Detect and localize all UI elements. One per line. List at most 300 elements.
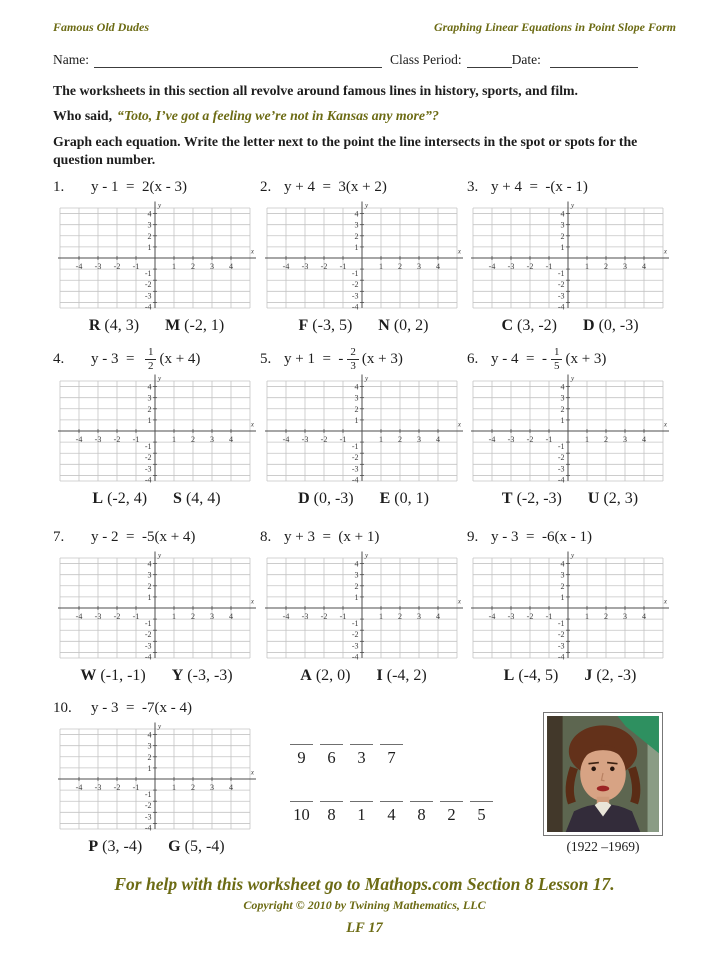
- equation-text: [91, 529, 195, 546]
- equation-text: [284, 346, 403, 371]
- svg-text:3: 3: [147, 742, 151, 752]
- question-number: 2: [447, 805, 456, 825]
- equation-lhs: y + 1 =: [284, 350, 339, 367]
- coordinate-grid-7[interactable]: [57, 551, 257, 665]
- fraction-denominator: 2: [147, 359, 154, 372]
- svg-text:4: 4: [642, 434, 646, 444]
- answer-point: (2, 3): [599, 489, 639, 507]
- fraction-sign: -: [338, 350, 344, 367]
- problem-equation-line: [260, 175, 467, 199]
- answer-option: [299, 317, 353, 335]
- svg-text:y: y: [571, 374, 575, 383]
- svg-text:-3: -3: [301, 262, 308, 272]
- problem-number: 3.: [467, 178, 479, 195]
- svg-text:x: x: [663, 247, 667, 256]
- svg-text:2: 2: [147, 753, 151, 763]
- svg-text:-1: -1: [339, 262, 346, 272]
- svg-text:-3: -3: [144, 812, 151, 822]
- name-label: Name:: [53, 52, 89, 67]
- svg-text:2: 2: [560, 404, 565, 414]
- footer-help-text: For help with this worksheet go to Mathops.com Section 8 Lesson 17.: [114, 874, 615, 895]
- problem-3: [467, 175, 673, 346]
- worksheet-topic-title: Graphing Linear Equations in Point Slope Form: [433, 20, 676, 34]
- svg-text:-4: -4: [75, 262, 82, 272]
- svg-text:1: 1: [147, 243, 151, 253]
- svg-text:3: 3: [623, 262, 627, 272]
- svg-text:1: 1: [147, 764, 151, 774]
- equation-text: [284, 179, 387, 196]
- svg-text:-3: -3: [351, 641, 358, 651]
- svg-text:x: x: [250, 597, 254, 606]
- svg-text:-2: -2: [320, 612, 327, 622]
- svg-text:-2: -2: [526, 612, 534, 622]
- who-said-line: [53, 108, 676, 124]
- problem-6: [467, 346, 673, 525]
- svg-text:-2: -2: [351, 452, 358, 462]
- answer-letter: R: [88, 317, 101, 335]
- svg-text:3: 3: [209, 262, 214, 272]
- answer-slot[interactable]: [410, 801, 433, 825]
- portrait-hair: [570, 768, 574, 803]
- who-said-prefix: Who said,: [53, 108, 113, 123]
- svg-text:-4: -4: [144, 475, 151, 485]
- problem-8: [260, 525, 467, 696]
- svg-text:1: 1: [585, 434, 589, 444]
- svg-text:2: 2: [354, 404, 358, 414]
- svg-text:-4: -4: [75, 612, 82, 622]
- question-number: 8: [417, 805, 426, 825]
- problem-number: 6.: [467, 350, 479, 367]
- svg-text:-2: -2: [113, 783, 120, 793]
- svg-text:4: 4: [354, 382, 358, 392]
- answer-slot[interactable]: [290, 801, 313, 825]
- svg-text:-2: -2: [113, 434, 120, 444]
- svg-text:y: y: [157, 374, 161, 383]
- question-number: 5: [477, 805, 486, 825]
- problem-number: 1.: [53, 178, 65, 195]
- equation-text: [491, 529, 592, 546]
- coordinate-grid-5[interactable]: [264, 374, 464, 488]
- famous-quote: “Toto, I’ve got a feeling we’re not in Kansas any more”?: [117, 108, 439, 123]
- svg-text:3: 3: [147, 393, 151, 403]
- problems-grid: [53, 175, 676, 858]
- svg-text:-1: -1: [545, 262, 553, 272]
- answer-options: [260, 667, 467, 685]
- equation-lhs: y + 3 =: [284, 528, 339, 545]
- svg-text:4: 4: [642, 262, 646, 272]
- answer-letter: E: [379, 489, 391, 507]
- svg-text:x: x: [250, 768, 254, 777]
- answer-point: (-2, 1): [180, 317, 225, 335]
- answer-point: (2, -3): [592, 667, 637, 685]
- svg-text:-3: -3: [507, 434, 515, 444]
- svg-text:-1: -1: [144, 269, 151, 279]
- svg-text:3: 3: [209, 434, 214, 444]
- svg-text:4: 4: [642, 612, 646, 622]
- svg-text:-3: -3: [301, 612, 308, 622]
- answer-letter: U: [587, 489, 600, 507]
- answer-slot[interactable]: [380, 801, 403, 825]
- svg-text:-3: -3: [507, 262, 515, 272]
- problem-number: 4.: [53, 350, 65, 367]
- svg-text:-2: -2: [557, 452, 565, 462]
- answer-option: [300, 667, 350, 685]
- answer-option: [584, 667, 636, 685]
- svg-text:y: y: [364, 551, 368, 560]
- question-number: 4: [387, 805, 396, 825]
- equation-text: [91, 346, 200, 371]
- svg-text:1: 1: [585, 612, 589, 622]
- answer-letter: J: [584, 667, 593, 685]
- name-row: [53, 52, 676, 68]
- answer-point: (-4, 5): [514, 667, 559, 685]
- answer-option: [377, 667, 427, 685]
- equation-text: [91, 700, 192, 717]
- answer-letter: I: [376, 667, 383, 685]
- answer-options: [467, 490, 673, 508]
- worksheet-series-title: Famous Old Dudes: [53, 20, 150, 34]
- question-number: 8: [327, 805, 336, 825]
- svg-text:y: y: [157, 722, 161, 731]
- svg-text:2: 2: [397, 612, 402, 622]
- svg-text:-2: -2: [557, 280, 565, 290]
- problem-number: 9.: [467, 528, 479, 545]
- portrait-photo: [543, 712, 663, 836]
- svg-text:-2: -2: [144, 280, 151, 290]
- svg-text:-1: -1: [339, 434, 346, 444]
- svg-text:2: 2: [604, 434, 608, 444]
- svg-text:3: 3: [416, 434, 421, 444]
- svg-text:-2: -2: [144, 801, 151, 811]
- answer-option: [583, 317, 639, 335]
- problem-number: 2.: [260, 178, 272, 195]
- answer-option: [173, 490, 221, 508]
- equation-rhs: 3(x + 2): [338, 178, 387, 195]
- equation-rhs: (x + 1): [338, 528, 380, 545]
- answer-letter: L: [92, 489, 104, 507]
- svg-text:-3: -3: [557, 463, 565, 473]
- equation-lhs: y - 3 =: [491, 528, 542, 545]
- svg-text:1: 1: [171, 262, 176, 272]
- svg-text:x: x: [457, 247, 461, 256]
- svg-text:-1: -1: [132, 783, 139, 793]
- fraction-numerator: 2: [347, 346, 359, 359]
- answer-option: [80, 667, 145, 685]
- coordinate-grid-10[interactable]: [57, 722, 257, 836]
- svg-text:-1: -1: [557, 269, 565, 279]
- answer-option: [380, 490, 429, 508]
- answer-point: (-3, -3): [183, 667, 233, 685]
- answer-letter: L: [503, 667, 515, 685]
- svg-text:x: x: [457, 597, 461, 606]
- svg-text:3: 3: [623, 612, 627, 622]
- name-input-line[interactable]: [94, 53, 382, 68]
- class-period-label: Class Period:: [390, 52, 462, 67]
- problem-9: [467, 525, 673, 696]
- class-period-input-line[interactable]: [467, 53, 512, 68]
- answer-point: (0, 2): [389, 317, 429, 335]
- svg-text:-4: -4: [557, 475, 565, 485]
- equation-text: [91, 179, 187, 196]
- portrait-column: [539, 712, 667, 858]
- svg-text:1: 1: [560, 593, 565, 603]
- portrait-caption: (1922 –1969): [566, 839, 640, 855]
- answer-point: (0, 1): [390, 489, 429, 507]
- svg-text:-4: -4: [488, 434, 496, 444]
- worksheet-header: [53, 20, 676, 35]
- svg-text:2: 2: [190, 612, 195, 622]
- answer-option: [501, 317, 557, 335]
- answer-point: (2, 0): [311, 667, 351, 685]
- svg-text:4: 4: [228, 612, 233, 622]
- svg-text:4: 4: [435, 434, 440, 444]
- svg-text:4: 4: [147, 730, 151, 740]
- svg-text:1: 1: [378, 434, 383, 444]
- answer-slot[interactable]: [440, 801, 463, 825]
- svg-text:-1: -1: [557, 619, 565, 629]
- answer-option: [165, 317, 224, 335]
- svg-text:-4: -4: [282, 612, 289, 622]
- svg-text:-2: -2: [144, 630, 151, 640]
- svg-text:-2: -2: [351, 280, 358, 290]
- fraction: [551, 346, 563, 371]
- coordinate-grid-6[interactable]: [470, 374, 670, 488]
- equation-lhs: y - 2 =: [91, 528, 142, 545]
- svg-text:2: 2: [397, 262, 402, 272]
- coordinate-grid-4[interactable]: [57, 374, 257, 488]
- answer-point: (3, -2): [513, 317, 557, 335]
- svg-text:-1: -1: [557, 441, 565, 451]
- svg-text:-4: -4: [488, 612, 496, 622]
- svg-text:x: x: [250, 247, 254, 256]
- svg-text:-4: -4: [75, 783, 82, 793]
- equation-rhs: (x + 4): [159, 350, 201, 367]
- svg-text:3: 3: [209, 612, 214, 622]
- date-label: Date:: [511, 52, 541, 67]
- coordinate-grid-9[interactable]: [470, 551, 670, 665]
- svg-text:1: 1: [560, 415, 565, 425]
- svg-text:x: x: [457, 420, 461, 429]
- problem-equation-line: [53, 346, 260, 371]
- equation-rhs: -6(x - 1): [541, 528, 592, 545]
- svg-text:4: 4: [435, 612, 440, 622]
- fraction-sign: -: [541, 350, 547, 367]
- question-number: 1: [357, 805, 366, 825]
- answer-option: [298, 490, 354, 508]
- problem-equation-line: [260, 346, 467, 371]
- answer-point: (4, 3): [100, 317, 140, 335]
- svg-text:-2: -2: [526, 262, 534, 272]
- problem-number: 7.: [53, 528, 65, 545]
- answer-section: [260, 696, 673, 858]
- svg-text:2: 2: [354, 232, 358, 242]
- answer-letter: P: [88, 838, 99, 856]
- svg-text:-4: -4: [144, 823, 151, 833]
- question-number: 3: [357, 748, 366, 768]
- answer-option: [89, 317, 139, 335]
- answer-slot[interactable]: [470, 801, 493, 825]
- svg-text:x: x: [663, 420, 667, 429]
- intro-text: The worksheets in this section all revolve around famous lines in history, sports, and film.: [53, 83, 578, 98]
- answer-letter: A: [300, 667, 312, 685]
- svg-text:-3: -3: [94, 434, 101, 444]
- problem-equation-line: [467, 525, 673, 549]
- svg-text:-1: -1: [351, 269, 358, 279]
- problem-equation-line: [467, 346, 673, 371]
- answer-blank-row-1: [290, 744, 493, 768]
- fraction-denominator: 5: [553, 359, 560, 372]
- equation-text: [491, 179, 588, 196]
- svg-text:2: 2: [147, 582, 151, 592]
- svg-text:2: 2: [604, 262, 608, 272]
- svg-text:-3: -3: [557, 641, 565, 651]
- svg-text:y: y: [157, 551, 161, 560]
- answer-letter: W: [80, 667, 97, 685]
- svg-text:-3: -3: [94, 783, 101, 793]
- problem-equation-line: [467, 175, 673, 199]
- svg-text:2: 2: [147, 232, 151, 242]
- problem-5: [260, 346, 467, 525]
- answer-slot[interactable]: [380, 744, 403, 768]
- svg-text:-1: -1: [351, 619, 358, 629]
- svg-text:1: 1: [147, 415, 151, 425]
- answer-option: [168, 838, 224, 856]
- answer-options: [53, 317, 260, 335]
- svg-text:4: 4: [147, 382, 151, 392]
- problem-2: [260, 175, 467, 346]
- svg-text:-1: -1: [351, 441, 358, 451]
- svg-text:1: 1: [354, 593, 358, 603]
- svg-text:3: 3: [416, 612, 421, 622]
- problem-equation-line: [53, 696, 260, 720]
- svg-text:-1: -1: [144, 441, 151, 451]
- svg-text:3: 3: [147, 221, 151, 231]
- svg-text:1: 1: [560, 243, 565, 253]
- svg-text:-4: -4: [144, 302, 151, 312]
- svg-text:1: 1: [171, 434, 176, 444]
- svg-text:3: 3: [560, 393, 565, 403]
- svg-text:x: x: [250, 420, 254, 429]
- svg-text:2: 2: [190, 783, 195, 793]
- svg-text:3: 3: [623, 434, 627, 444]
- footer-worksheet-code: LF 17: [346, 920, 383, 937]
- problem-equation-line: [53, 175, 260, 199]
- coordinate-grid-2[interactable]: [264, 201, 464, 315]
- answer-options: [53, 667, 260, 685]
- svg-text:3: 3: [560, 221, 565, 231]
- equation-rhs: -(x - 1): [545, 178, 588, 195]
- svg-text:-2: -2: [320, 434, 327, 444]
- svg-text:-1: -1: [339, 612, 346, 622]
- coordinate-grid-8[interactable]: [264, 551, 464, 665]
- answer-point: (-2, 4): [103, 489, 148, 507]
- fraction: [145, 346, 157, 371]
- svg-text:-3: -3: [351, 463, 358, 473]
- answer-option: [378, 317, 428, 335]
- answer-slot[interactable]: [320, 801, 343, 825]
- answer-point: (-4, 2): [382, 667, 427, 685]
- svg-text:4: 4: [560, 209, 565, 219]
- question-number: 10: [293, 805, 310, 825]
- equation-lhs: y - 3 =: [91, 699, 142, 716]
- svg-text:y: y: [364, 374, 368, 383]
- svg-text:1: 1: [354, 243, 358, 253]
- svg-text:-4: -4: [351, 652, 358, 662]
- question-number: 9: [297, 748, 306, 768]
- answer-slot[interactable]: [350, 801, 373, 825]
- svg-text:y: y: [571, 201, 575, 210]
- svg-text:-3: -3: [144, 463, 151, 473]
- svg-text:2: 2: [397, 434, 402, 444]
- answer-letter: G: [168, 838, 181, 856]
- coordinate-grid-3[interactable]: [470, 201, 670, 315]
- answer-slot[interactable]: [290, 744, 313, 768]
- svg-text:2: 2: [190, 262, 195, 272]
- svg-text:-1: -1: [144, 790, 151, 800]
- problem-number: 10.: [53, 699, 72, 716]
- answer-letter: M: [165, 317, 181, 335]
- answer-slot[interactable]: [350, 744, 373, 768]
- svg-text:-2: -2: [557, 630, 565, 640]
- date-input-line[interactable]: [550, 53, 638, 68]
- svg-text:2: 2: [604, 612, 608, 622]
- svg-text:4: 4: [147, 559, 151, 569]
- equation-rhs: (x + 3): [565, 350, 607, 367]
- problem-number: 8.: [260, 528, 272, 545]
- equation-rhs: 2(x - 3): [141, 178, 187, 195]
- fraction-numerator: 1: [145, 346, 157, 359]
- answer-point: (5, -4): [180, 838, 225, 856]
- answer-point: (4, 4): [181, 489, 221, 507]
- svg-text:1: 1: [378, 262, 383, 272]
- svg-text:-4: -4: [351, 302, 358, 312]
- instructions-text: Graph each equation. Write the letter next to the point the line intersects in the spot or spots for the question number.: [53, 134, 638, 168]
- svg-text:4: 4: [354, 559, 358, 569]
- answer-options: [260, 490, 467, 508]
- answer-options: [53, 838, 260, 856]
- svg-text:-1: -1: [144, 619, 151, 629]
- svg-text:3: 3: [416, 262, 421, 272]
- svg-text:3: 3: [354, 571, 358, 581]
- svg-text:4: 4: [228, 262, 233, 272]
- problem-1: [53, 175, 260, 346]
- svg-text:-2: -2: [113, 262, 120, 272]
- answer-slot[interactable]: [320, 744, 343, 768]
- problem-equation-line: [53, 525, 260, 549]
- equation-rhs: -7(x - 4): [141, 699, 192, 716]
- svg-text:-2: -2: [351, 630, 358, 640]
- svg-text:1: 1: [171, 612, 176, 622]
- answer-letter: S: [173, 489, 182, 507]
- answer-letter: D: [583, 317, 595, 335]
- equation-lhs: y + 4 =: [284, 178, 339, 195]
- svg-text:-4: -4: [282, 434, 289, 444]
- svg-text:-1: -1: [132, 262, 139, 272]
- svg-text:1: 1: [585, 262, 589, 272]
- answer-option: [172, 667, 233, 685]
- svg-text:1: 1: [354, 415, 358, 425]
- svg-text:-4: -4: [75, 434, 82, 444]
- answer-letter: F: [298, 317, 309, 335]
- answer-options: [260, 317, 467, 335]
- equation-rhs: (x + 3): [361, 350, 403, 367]
- coordinate-grid-1[interactable]: [57, 201, 257, 315]
- svg-text:-2: -2: [526, 434, 534, 444]
- svg-text:1: 1: [147, 593, 151, 603]
- fraction-denominator: 3: [350, 359, 356, 372]
- svg-text:-3: -3: [507, 612, 515, 622]
- svg-text:-2: -2: [113, 612, 120, 622]
